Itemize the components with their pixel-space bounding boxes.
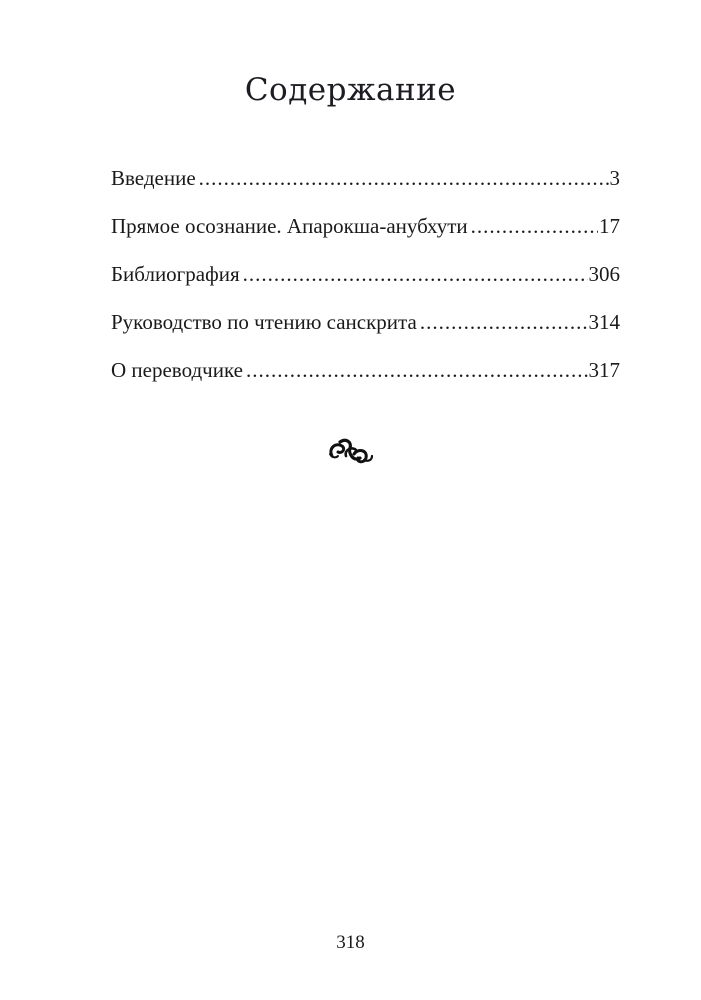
dot-leader bbox=[420, 310, 588, 335]
toc-entry-label: Руководство по чтению санскрита bbox=[111, 310, 417, 334]
dot-leader bbox=[243, 262, 588, 287]
toc-entry bbox=[111, 262, 620, 310]
toc-entry bbox=[111, 166, 620, 214]
toc-entry-label: Введение bbox=[111, 166, 196, 190]
toc-entry-page: 17 bbox=[599, 214, 620, 238]
page-title: Содержание bbox=[244, 72, 457, 108]
toc-entry-label: Библиография bbox=[111, 262, 240, 286]
dot-leader bbox=[246, 358, 588, 383]
toc-entry bbox=[111, 214, 620, 262]
toc-entry-page: 306 bbox=[588, 262, 620, 286]
page-number: 318 bbox=[336, 932, 365, 953]
toc-entry bbox=[111, 358, 620, 406]
toc-entry-page: 314 bbox=[588, 310, 620, 334]
toc-entry-page: 317 bbox=[588, 358, 620, 382]
fleuron-ornament-icon bbox=[326, 434, 376, 470]
table-of-contents bbox=[111, 166, 620, 406]
dot-leader bbox=[471, 214, 598, 239]
toc-entry bbox=[111, 310, 620, 358]
toc-entry-label: Прямое осознание. Апарокша-анубхути bbox=[111, 214, 468, 238]
toc-entry-label: О переводчике bbox=[111, 358, 243, 382]
dot-leader bbox=[199, 166, 609, 191]
toc-entry-page: 3 bbox=[609, 166, 620, 190]
